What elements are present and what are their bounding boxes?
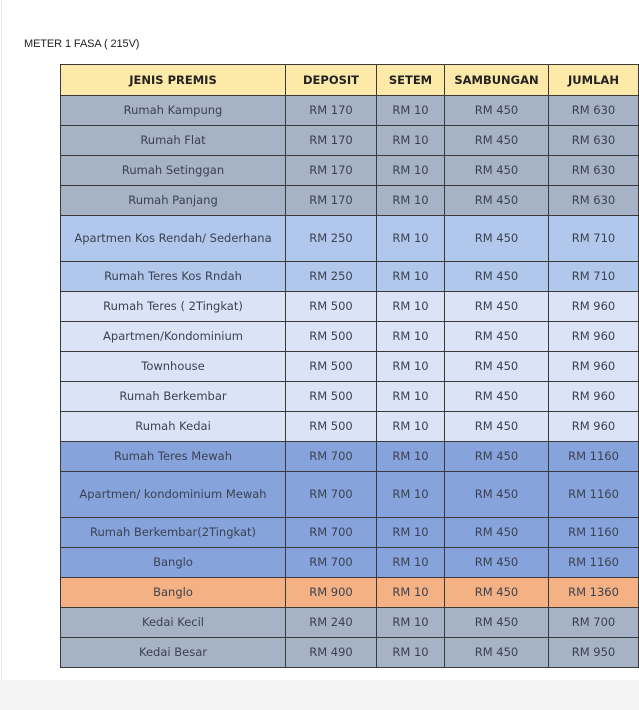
table-row — [61, 156, 639, 186]
cell-deposit: RM 170 — [286, 96, 377, 126]
cell-jumlah: RM 1360 — [549, 578, 639, 608]
cell-setem: RM 10 — [377, 262, 445, 292]
cell-jumlah: RM 630 — [549, 126, 639, 156]
table-row — [61, 96, 639, 126]
cell-deposit: RM 500 — [286, 352, 377, 382]
cell-deposit: RM 250 — [286, 262, 377, 292]
cell-jumlah: RM 960 — [549, 382, 639, 412]
cell-jumlah: RM 960 — [549, 412, 639, 442]
cell-deposit: RM 170 — [286, 156, 377, 186]
cell-jenis-premis: Rumah Flat — [61, 126, 286, 156]
table-row — [61, 382, 639, 412]
cell-sambungan: RM 450 — [445, 518, 549, 548]
table-row — [61, 352, 639, 382]
cell-jenis-premis: Rumah Setinggan — [61, 156, 286, 186]
cell-sambungan: RM 450 — [445, 412, 549, 442]
table-row — [61, 322, 639, 352]
cell-jumlah: RM 630 — [549, 186, 639, 216]
cell-jenis-premis: Apartmen/Kondominium — [61, 322, 286, 352]
cell-sambungan: RM 450 — [445, 578, 549, 608]
cell-jenis-premis: Rumah Teres Mewah — [61, 442, 286, 472]
cell-setem: RM 10 — [377, 352, 445, 382]
cell-setem: RM 10 — [377, 216, 445, 262]
header-setem: SETEM — [377, 65, 445, 96]
table-row — [61, 262, 639, 292]
cell-jenis-premis: Kedai Kecil — [61, 608, 286, 638]
table-body — [61, 96, 639, 668]
cell-jumlah: RM 960 — [549, 292, 639, 322]
cell-sambungan: RM 450 — [445, 442, 549, 472]
cell-sambungan: RM 450 — [445, 186, 549, 216]
cell-sambungan: RM 450 — [445, 216, 549, 262]
cell-deposit: RM 250 — [286, 216, 377, 262]
cell-deposit: RM 500 — [286, 382, 377, 412]
cell-deposit: RM 900 — [286, 578, 377, 608]
cell-jumlah: RM 630 — [549, 96, 639, 126]
table-row — [61, 442, 639, 472]
cell-sambungan: RM 450 — [445, 322, 549, 352]
rates-table — [60, 64, 639, 668]
cell-jenis-premis: Rumah Kedai — [61, 412, 286, 442]
table-row — [61, 292, 639, 322]
cell-jenis-premis: Townhouse — [61, 352, 286, 382]
cell-sambungan: RM 450 — [445, 638, 549, 668]
table-row — [61, 638, 639, 668]
cell-jumlah: RM 700 — [549, 608, 639, 638]
cell-setem: RM 10 — [377, 472, 445, 518]
cell-jumlah: RM 1160 — [549, 548, 639, 578]
table-row — [61, 578, 639, 608]
cell-setem: RM 10 — [377, 292, 445, 322]
cell-setem: RM 10 — [377, 608, 445, 638]
cell-jenis-premis: Rumah Teres Kos Rndah — [61, 262, 286, 292]
cell-sambungan: RM 450 — [445, 382, 549, 412]
cell-setem: RM 10 — [377, 578, 445, 608]
cell-jenis-premis: Rumah Berkembar(2Tingkat) — [61, 518, 286, 548]
header-jenis-premis: JENIS PREMIS — [61, 65, 286, 96]
cell-setem: RM 10 — [377, 518, 445, 548]
cell-jumlah: RM 630 — [549, 156, 639, 186]
page-title: METER 1 FASA ( 215V) — [24, 38, 140, 50]
cell-deposit: RM 170 — [286, 186, 377, 216]
cell-deposit: RM 500 — [286, 292, 377, 322]
cell-jenis-premis: Banglo — [61, 578, 286, 608]
left-edge-line — [1, 0, 2, 680]
cell-jumlah: RM 950 — [549, 638, 639, 668]
cell-deposit: RM 170 — [286, 126, 377, 156]
cell-deposit: RM 490 — [286, 638, 377, 668]
header-sambungan: SAMBUNGAN — [445, 65, 549, 96]
cell-jumlah: RM 1160 — [549, 518, 639, 548]
cell-setem: RM 10 — [377, 382, 445, 412]
cell-jumlah: RM 960 — [549, 352, 639, 382]
table-row — [61, 412, 639, 442]
cell-deposit: RM 700 — [286, 472, 377, 518]
cell-sambungan: RM 450 — [445, 126, 549, 156]
cell-jenis-premis: Rumah Teres ( 2Tingkat) — [61, 292, 286, 322]
cell-sambungan: RM 450 — [445, 548, 549, 578]
cell-deposit: RM 700 — [286, 442, 377, 472]
cell-jenis-premis: Kedai Besar — [61, 638, 286, 668]
table-header-row — [61, 65, 639, 96]
cell-jumlah: RM 1160 — [549, 472, 639, 518]
cell-deposit: RM 700 — [286, 518, 377, 548]
cell-jumlah: RM 1160 — [549, 442, 639, 472]
cell-jumlah: RM 960 — [549, 322, 639, 352]
table-row — [61, 608, 639, 638]
cell-sambungan: RM 450 — [445, 292, 549, 322]
cell-jumlah: RM 710 — [549, 216, 639, 262]
cell-setem: RM 10 — [377, 442, 445, 472]
cell-sambungan: RM 450 — [445, 96, 549, 126]
cell-deposit: RM 500 — [286, 322, 377, 352]
table-row — [61, 518, 639, 548]
cell-jenis-premis: Banglo — [61, 548, 286, 578]
header-deposit: DEPOSIT — [286, 65, 377, 96]
cell-setem: RM 10 — [377, 186, 445, 216]
cell-sambungan: RM 450 — [445, 352, 549, 382]
table-row — [61, 548, 639, 578]
cell-setem: RM 10 — [377, 548, 445, 578]
bottom-margin — [0, 680, 639, 710]
cell-deposit: RM 240 — [286, 608, 377, 638]
cell-sambungan: RM 450 — [445, 472, 549, 518]
cell-setem: RM 10 — [377, 126, 445, 156]
cell-jenis-premis: Rumah Berkembar — [61, 382, 286, 412]
table-row — [61, 186, 639, 216]
cell-setem: RM 10 — [377, 96, 445, 126]
cell-jenis-premis: Rumah Kampung — [61, 96, 286, 126]
cell-sambungan: RM 450 — [445, 156, 549, 186]
cell-jenis-premis: Apartmen/ kondominium Mewah — [61, 472, 286, 518]
header-jumlah: JUMLAH — [549, 65, 639, 96]
cell-jenis-premis: Rumah Panjang — [61, 186, 286, 216]
cell-deposit: RM 500 — [286, 412, 377, 442]
cell-setem: RM 10 — [377, 156, 445, 186]
cell-setem: RM 10 — [377, 638, 445, 668]
cell-deposit: RM 700 — [286, 548, 377, 578]
table-row — [61, 126, 639, 156]
cell-jenis-premis: Apartmen Kos Rendah/ Sederhana — [61, 216, 286, 262]
cell-jumlah: RM 710 — [549, 262, 639, 292]
cell-sambungan: RM 450 — [445, 608, 549, 638]
cell-setem: RM 10 — [377, 412, 445, 442]
table-row — [61, 472, 639, 518]
table-row — [61, 216, 639, 262]
cell-setem: RM 10 — [377, 322, 445, 352]
cell-sambungan: RM 450 — [445, 262, 549, 292]
